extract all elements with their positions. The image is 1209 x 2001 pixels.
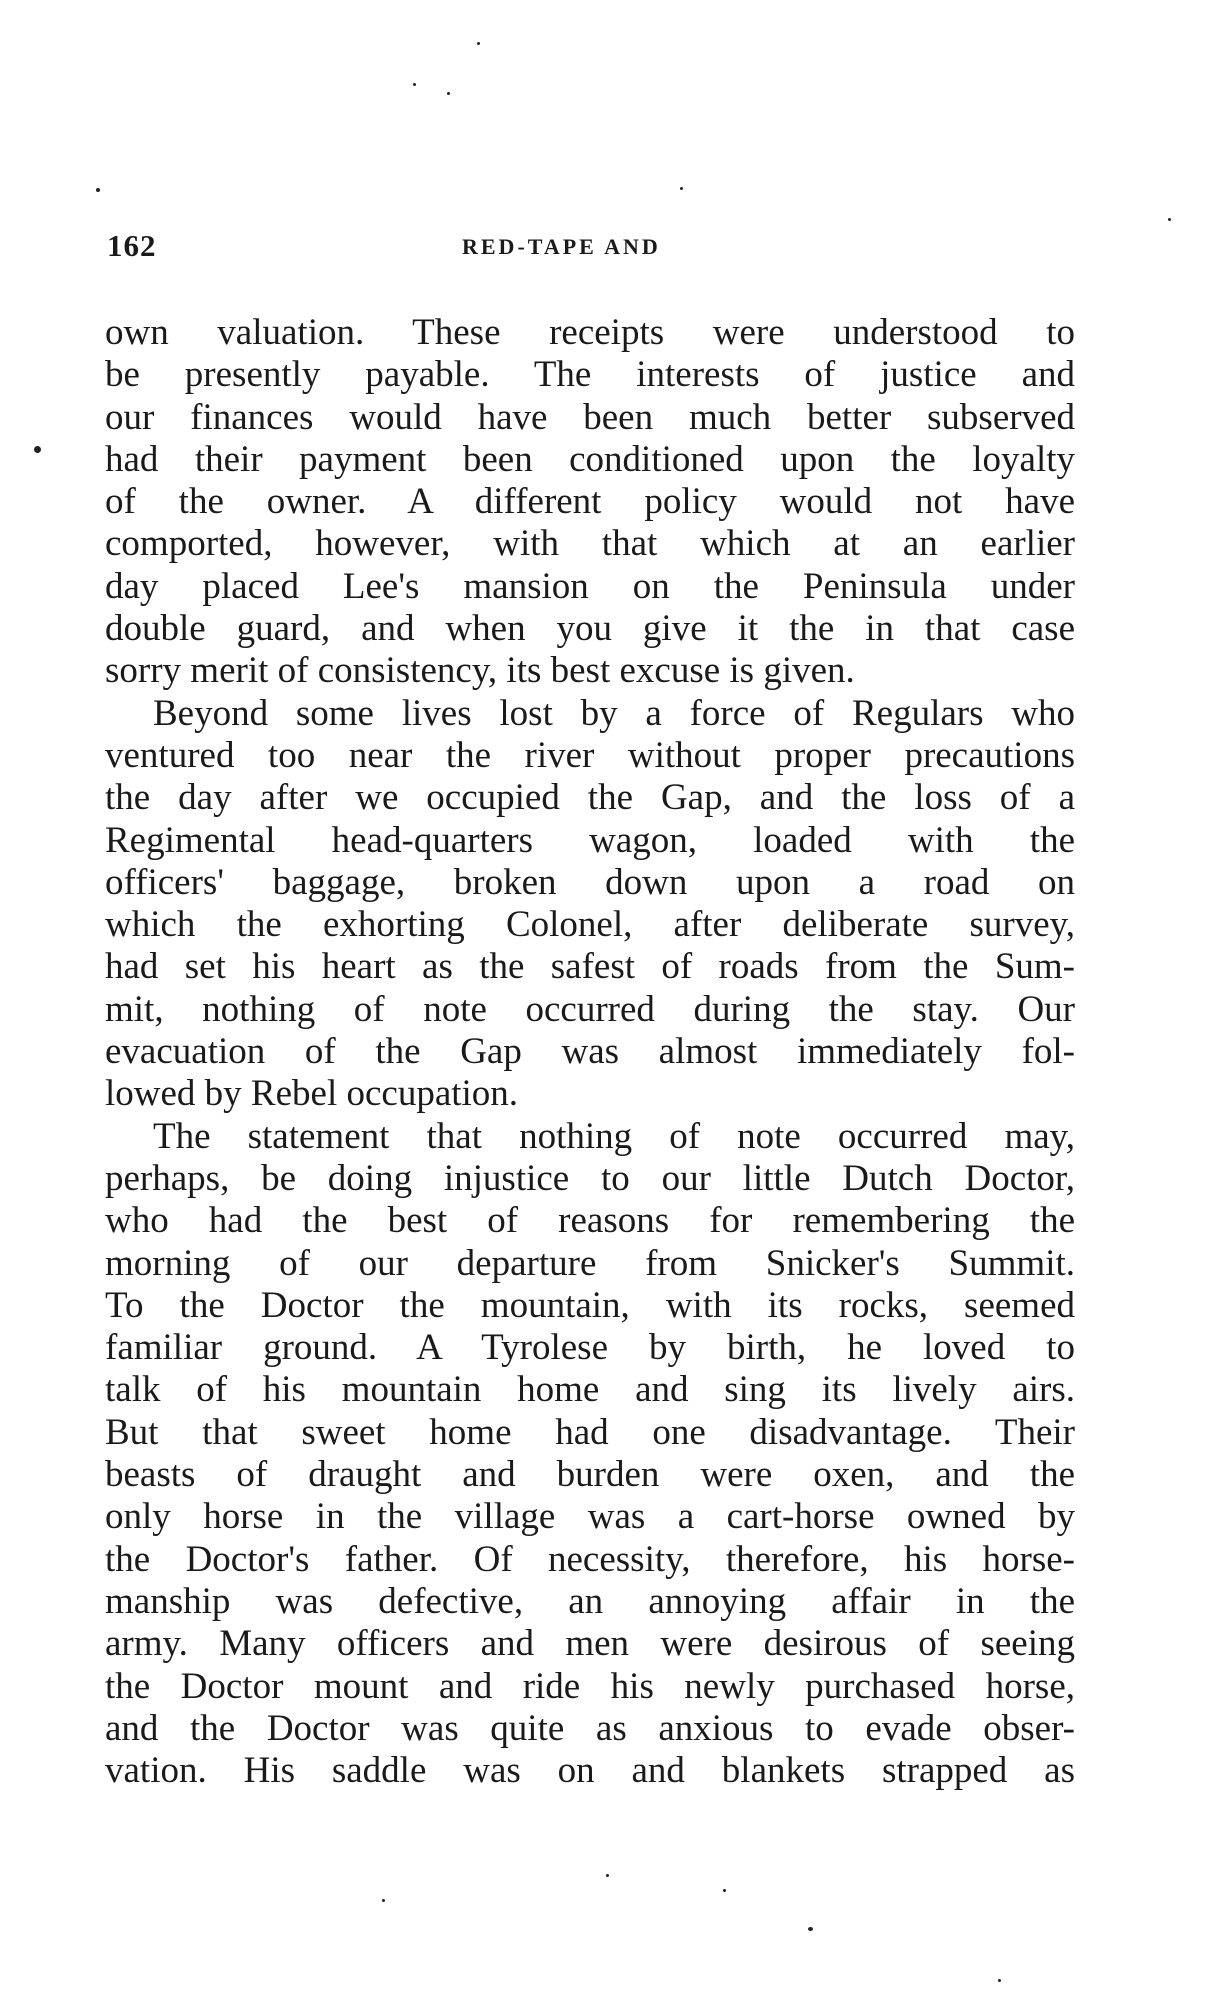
page-header <box>107 228 1077 268</box>
paragraph-first-line: Beyond some lives lost by a force of Regulars who <box>153 692 1075 734</box>
text-line: manship was defective, an annoying affair in the <box>105 1580 1075 1622</box>
text-line: be presently payable. The interests of justice and <box>105 354 1075 396</box>
scan-speck <box>447 92 450 95</box>
text-line: But that sweet home had one disadvantage. Their <box>105 1411 1075 1453</box>
scan-speck <box>477 42 480 45</box>
scan-speck <box>606 1874 609 1877</box>
body-text <box>105 312 1075 1792</box>
text-line: To the Doctor the mountain, with its rocks, seemed <box>105 1284 1075 1326</box>
text-line: the day after we occupied the Gap, and the loss of a <box>105 777 1075 819</box>
text-line: perhaps, be doing injustice to our little Dutch Doctor, <box>105 1157 1075 1199</box>
paragraph-first-line: The statement that nothing of note occurred may, <box>153 1115 1075 1157</box>
text-line: had set his heart as the safest of roads from the Sum- <box>105 946 1075 988</box>
text-line: evacuation of the Gap was almost immediately fol- <box>105 1031 1075 1073</box>
text-line: lowed by Rebel occupation. <box>105 1073 519 1115</box>
text-line: beasts of draught and burden were oxen, and the <box>105 1454 1075 1496</box>
page-number: 162 <box>107 228 157 263</box>
text-line: day placed Lee's mansion on the Peninsula under <box>105 565 1075 607</box>
text-line: double guard, and when you give it the in that case <box>105 608 1075 650</box>
text-line: of the owner. A different policy would not have <box>105 481 1075 523</box>
text-line: Regimental head-quarters wagon, loaded with the <box>105 819 1075 861</box>
scan-speck <box>96 188 100 192</box>
text-line: had their payment been conditioned upon the loyalty <box>105 438 1075 480</box>
text-line: own valuation. These receipts were understood to <box>105 312 1075 353</box>
text-line: only horse in the village was a cart-horse owned by <box>105 1496 1075 1538</box>
text-line: sorry merit of consistency, its best excuse is given. <box>105 650 855 692</box>
text-line: officers' baggage, broken down upon a road on <box>105 861 1075 903</box>
text-line: comported, however, with that which at an earlier <box>105 523 1075 565</box>
running-head: RED-TAPE AND <box>462 234 661 259</box>
text-line: which the exhorting Colonel, after deliberate survey, <box>105 904 1075 946</box>
text-line: morning of our departure from Snicker's Summit. <box>105 1242 1075 1284</box>
text-line: who had the best of reasons for remembering the <box>105 1200 1075 1242</box>
scan-speck <box>1168 218 1171 221</box>
scan-speck <box>34 446 41 453</box>
text-line: our finances would have been much better subserved <box>105 396 1075 438</box>
text-line: ventured too near the river without proper precautions <box>105 734 1075 776</box>
text-line: mit, nothing of note occurred during the stay. Our <box>105 988 1075 1030</box>
scan-speck <box>413 83 416 86</box>
text-line: and the Doctor was quite as anxious to evade obser- <box>105 1707 1075 1749</box>
text-line: the Doctor's father. Of necessity, therefore, his horse- <box>105 1538 1075 1580</box>
scan-speck <box>998 1979 1001 1982</box>
text-line: the Doctor mount and ride his newly purchased horse, <box>105 1665 1075 1707</box>
scan-speck <box>808 1927 813 1931</box>
scan-speck <box>723 1889 726 1892</box>
scan-speck <box>382 1899 385 1902</box>
text-line: army. Many officers and men were desirous of seeing <box>105 1623 1075 1665</box>
text-line: vation. His saddle was on and blankets strapped as <box>105 1750 1075 1792</box>
text-line: familiar ground. A Tyrolese by birth, he loved to <box>105 1327 1075 1369</box>
text-line: talk of his mountain home and sing its lively airs. <box>105 1369 1075 1411</box>
scan-speck <box>680 187 683 190</box>
